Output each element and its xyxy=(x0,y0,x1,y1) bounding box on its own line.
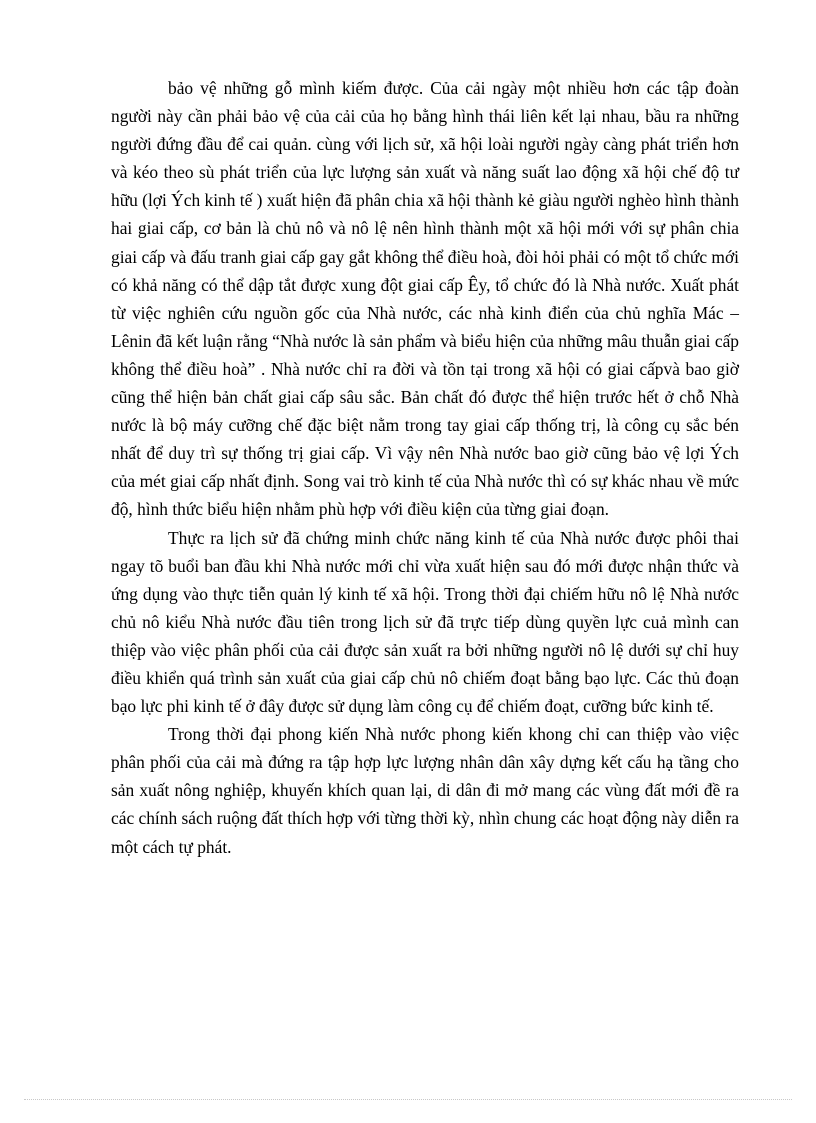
paragraph-feudal-era: Trong thời đại phong kiến Nhà nước phong kiến khong chỉ can thiệp vào việc phân phối của cải mà đứng ra tập hợp lực lượng nhân dân xây dựng kết cấu hạ tầng cho sản xuất nông nghiệp, khuyến khích quan lại, di dân đi mở mang các vùng đất mới đề ra các chính sách ruộng đất thích hợp với từng thời kỳ, nhìn chung các hoạt động này diễn ra một cách tự phát. xyxy=(111,724,739,857)
page-bottom-divider xyxy=(24,1099,792,1100)
document-body xyxy=(111,74,739,861)
paragraph-continuation: bảo vệ những gỗ mình kiếm được. Của cải ngày một nhiều hơn các tập đoàn người này cần phải bảo vệ của cải của họ bằng hình thái liên kết lại nhau, bầu ra những người đứng đầu để cai quản. cùng với lịch sử, xã hội loài người ngày càng phát triển hơn và kéo theo sù phát triển của lực lượng sản xuất và năng suất lao động xã hội chế độ tư hữu (lợi Ých kinh tế ) xuất hiện đã phân chia xã hội thành kẻ giàu người nghèo hình thành hai giai cấp, cơ bản là chủ nô và nô lệ nên hình thành một xã hội mới với sự phân chia giai cấp và đấu tranh giai cấp gay gắt không thể điều hoà, đòi hỏi phải có một tổ chức mới có khả năng có thể dập tắt được xung đột giai cấp Êy, tổ chức đó là Nhà nước. Xuất phát từ việc nghiên cứu nguồn gốc của Nhà nước, các nhà kinh điển của chủ nghĩa Mác – Lênin đã kết luận rằng “Nhà nước là sản phẩm và biểu hiện của những mâu thuẫn giai cấp không thể điều hoà” . Nhà nước chỉ ra đời và tồn tại trong xã hội có giai cấpvà bao giờ cũng thể hiện bản chất giai cấp sâu sắc. Bản chất đó được thể hiện trước hết ở chỗ Nhà nước là bộ máy cưỡng chế đặc biệt nằm trong tay giai cấp thống trị, là công cụ sắc bén nhất để duy trì sự thống trị giai cấp. Vì vậy nên Nhà nước bao giờ cũng bảo vệ lợi Ých của mét giai cấp nhất định. Song vai trò kinh tế của Nhà nước thì có sự khác nhau về mức độ, hình thức biểu hiện nhằm phù hợp với điều kiện của từng giai đoạn. xyxy=(111,78,739,520)
paragraph-slavery-era: Thực ra lịch sử đã chứng minh chức năng kinh tế của Nhà nước được phôi thai ngay tõ buổi ban đầu khi Nhà nước mới chỉ vừa xuất hiện sau đó mới được nhận thức và ứng dụng vào thực tiễn quản lý kinh tế xã hội. Trong thời đại chiếm hữu nô lệ Nhà nước chủ nô kiểu Nhà nước đầu tiên trong lịch sử đã trực tiếp dùng quyền lực cuả mình can thiệp vào việc phân phối của cải được sản xuất ra bởi những người nô lệ dưới sự chỉ huy điều khiển quá trình sản xuất của giai cấp chủ nô chiếm đoạt bằng bạo lực. Các thủ đoạn bạo lực phi kinh tế ở đây được sử dụng làm công cụ để chiếm đoạt, cưỡng bức kinh tế. xyxy=(111,527,739,717)
